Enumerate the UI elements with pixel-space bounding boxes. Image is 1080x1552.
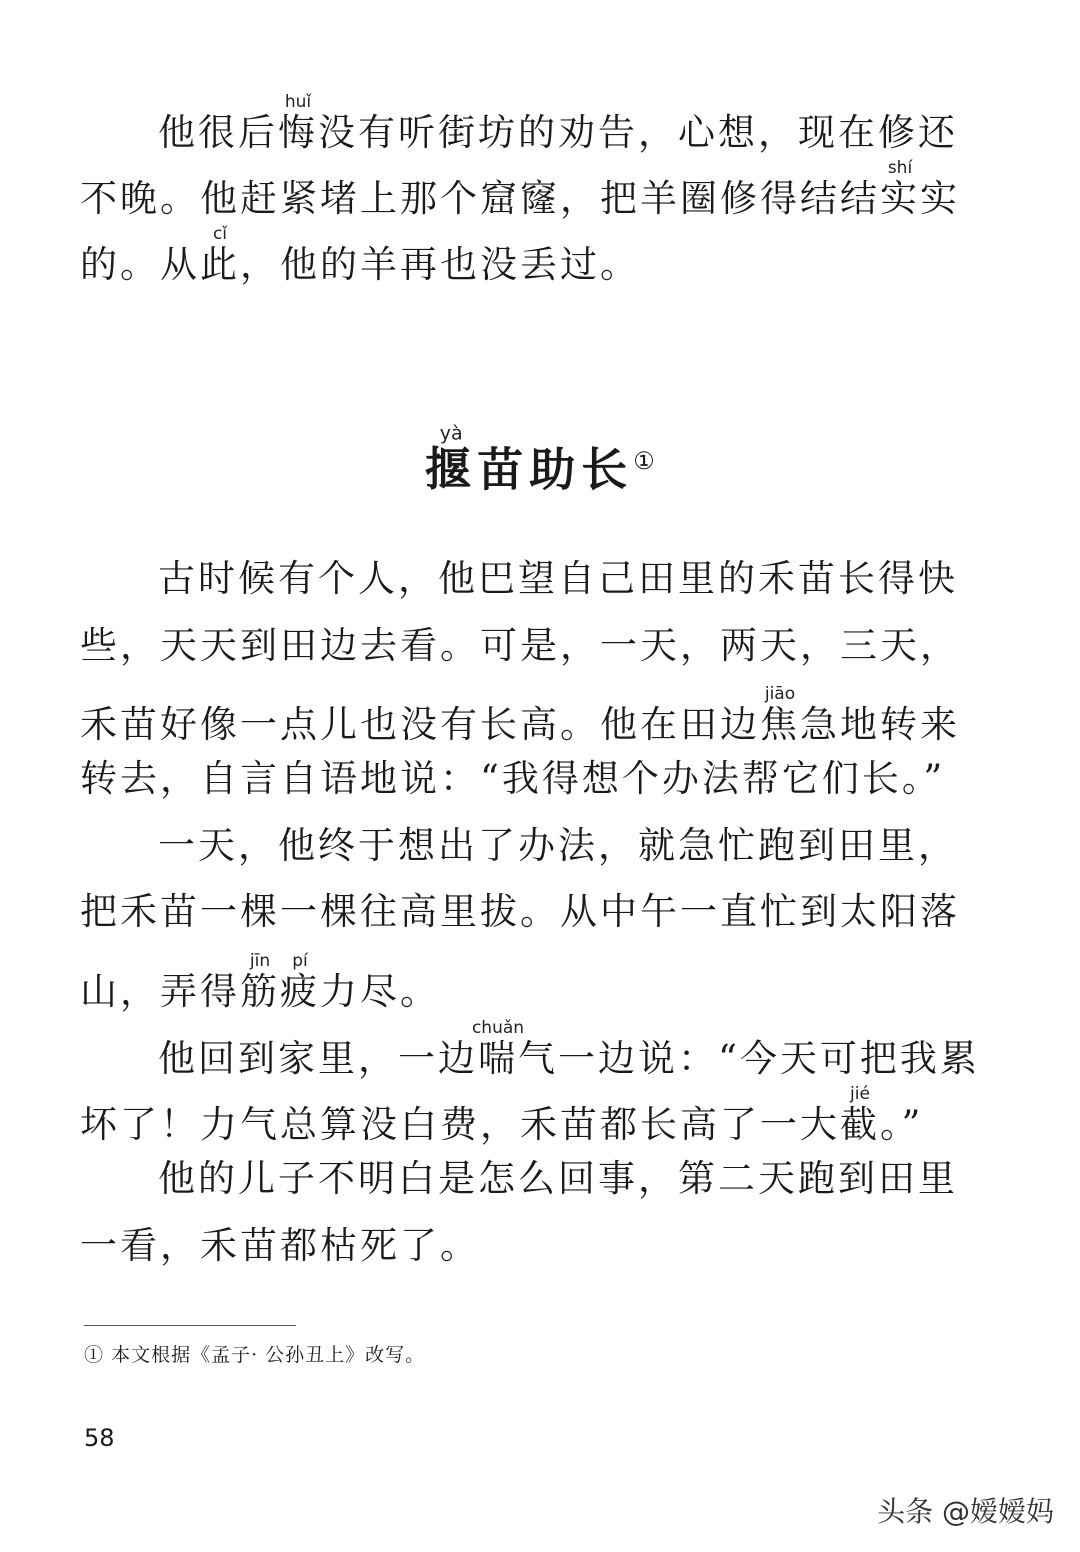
- text-segment: 山，弄得: [80, 970, 240, 1013]
- pinyin: cǐ: [200, 224, 240, 244]
- paragraph-line: [0, 224, 1080, 286]
- ruby-base: 喘: [471, 1037, 525, 1080]
- story-title: [0, 424, 1080, 501]
- text-segment: 不晚。他赶紧堵上那个窟窿，把羊圈修得结结: [80, 177, 880, 220]
- text-segment: ，他的羊再也没丢过。: [240, 243, 640, 286]
- paragraph-line: 古时候有个人，他巴望自己田里的禾苗长得快: [158, 557, 958, 600]
- ruby-base: 疲: [280, 970, 320, 1013]
- text-segment: 他很后: [158, 111, 278, 154]
- ruby-annotation: [200, 224, 240, 286]
- page-number: 58: [84, 1424, 115, 1452]
- text-segment: 没有听街坊的劝告，心想，现在修还: [318, 111, 958, 154]
- footnote: [84, 1340, 425, 1370]
- paragraph-line: [0, 951, 1080, 1013]
- footnote-marker: ①: [633, 446, 655, 475]
- ruby-base: 实: [880, 177, 920, 220]
- ruby-base: 揠: [425, 442, 478, 496]
- ruby-annotation: [760, 684, 800, 746]
- paragraph-line: [0, 684, 1080, 746]
- text-segment: 的。从: [80, 243, 200, 286]
- ruby-annotation: [471, 1018, 525, 1080]
- ruby-base: 悔: [278, 111, 318, 154]
- paragraph-line: 转去，自言自语地说：“我得想个办法帮它们长。”: [80, 757, 946, 800]
- ruby-annotation: [880, 158, 920, 220]
- ruby-annotation: [278, 92, 318, 154]
- text-segment: 。”: [880, 1103, 924, 1146]
- paragraph-line: 些，天天到田边去看。可是，一天，两天，三天，: [80, 624, 960, 667]
- pinyin: jiāo: [760, 684, 800, 704]
- footnote-text: 本文根据《孟子· 公孙丑上》改写。: [111, 1344, 426, 1366]
- paragraph-line: 把禾苗一棵一棵往高里拔。从中午一直忙到太阳落: [80, 890, 960, 933]
- paragraph-line: [0, 92, 1080, 154]
- ruby-base: 焦: [760, 703, 800, 746]
- pinyin: shí: [880, 158, 920, 178]
- paragraph-line: 一看，禾苗都枯死了。: [80, 1224, 480, 1267]
- ruby-annotation: [240, 951, 280, 1013]
- paragraph-line: [0, 1018, 1080, 1080]
- paragraph-line: 一天，他终于想出了办法，就急忙跑到田里，: [158, 824, 958, 867]
- footnote-marker: ①: [84, 1344, 105, 1366]
- text-segment: 急地转来: [800, 703, 960, 746]
- pinyin: jié: [840, 1084, 880, 1104]
- pinyin: chuǎn: [471, 1018, 525, 1038]
- ruby-annotation: [425, 422, 478, 496]
- title-text: 苗助长: [477, 442, 634, 496]
- watermark: 头条 @嫒嫒妈: [877, 1495, 1054, 1528]
- footnote-divider: [84, 1325, 296, 1326]
- text-segment: 实: [920, 177, 960, 220]
- ruby-base: 筋: [240, 970, 280, 1013]
- text-segment: 气一边说：“今天可把我累: [518, 1037, 980, 1080]
- pinyin: pí: [280, 951, 320, 971]
- pinyin: huǐ: [278, 92, 318, 112]
- ruby-annotation: [840, 1084, 880, 1146]
- text-segment: 他回到家里，一边: [158, 1037, 478, 1080]
- paragraph-line: [0, 158, 1080, 220]
- pinyin: yà: [425, 422, 478, 444]
- text-segment: 力尽。: [320, 970, 440, 1013]
- paragraph-line: [0, 1084, 1080, 1146]
- paragraph-line: 他的儿子不明白是怎么回事，第二天跑到田里: [158, 1157, 958, 1200]
- ruby-base: 截: [840, 1103, 880, 1146]
- pinyin: jīn: [240, 951, 280, 971]
- text-segment: 禾苗好像一点儿也没有长高。他在田边: [80, 703, 760, 746]
- text-segment: 坏了！力气总算没白费，禾苗都长高了一大: [80, 1103, 840, 1146]
- ruby-base: 此: [200, 243, 240, 286]
- ruby-annotation: [280, 951, 320, 1013]
